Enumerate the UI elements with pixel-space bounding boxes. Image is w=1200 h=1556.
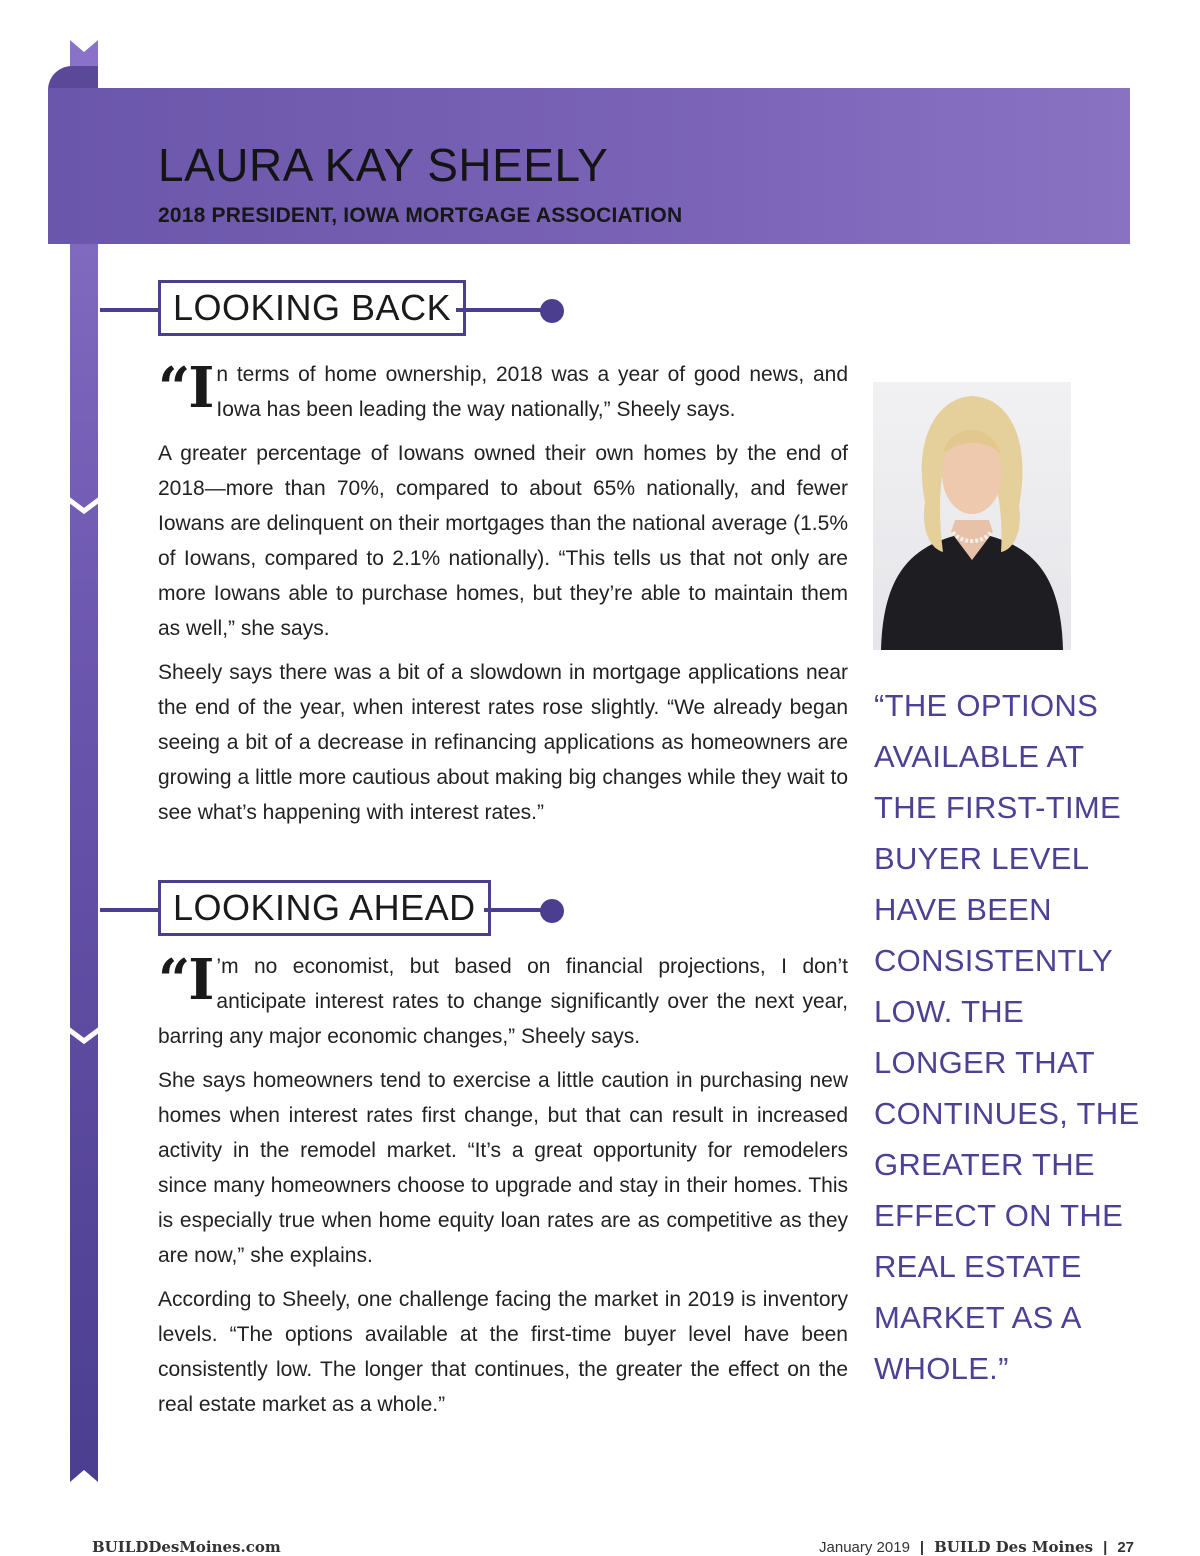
pull-quote: “THE OPTIONS AVAILABLE AT THE FIRST-TIME BUYER LEVEL HAVE BEEN CONSISTENTLY LOW. THE LONGER THAT CONTINUES, THE GREATER THE EFFECT ON THE REAL ESTATE MARKET AS A WHOLE.” xyxy=(874,688,1140,1386)
page-number: 27 xyxy=(1117,1539,1134,1556)
drop-cap: “I xyxy=(158,355,213,421)
portrait-photo xyxy=(873,382,1071,650)
looking-back-body xyxy=(158,357,848,839)
person-name: LAURA KAY SHEELY xyxy=(158,139,609,191)
chevron-down-icon xyxy=(62,1024,106,1044)
drop-cap: “I xyxy=(158,947,213,1013)
footer-separator: | xyxy=(919,1539,925,1556)
heading-box xyxy=(158,280,466,336)
heading-text: LOOKING BACK xyxy=(173,287,452,328)
heading-rule-left xyxy=(100,908,158,912)
footer-magazine: BUILD Des Moines xyxy=(934,1538,1094,1556)
person-portrait-icon xyxy=(873,382,1071,650)
paragraph: According to Sheely, one challenge facing the market in 2019 is inventory levels. “The options available at the first-time buyer level have been consistently low. The longer that continues, the greater the effect on the real estate market as a whole.” xyxy=(158,1288,848,1416)
person-title: 2018 PRESIDENT, IOWA MORTGAGE ASSOCIATION xyxy=(158,204,683,227)
heading-rule-left xyxy=(100,308,158,312)
paragraph: Sheely says there was a bit of a slowdown in mortgage applications near the end of the year, when interest rates rose slightly. “We already began seeing a bit of a decrease in refinancing applications as homeowners are growing a little more cautious about making big changes while they wait to see what’s happening with interest rates.” xyxy=(158,661,848,824)
heading-box xyxy=(158,880,491,936)
section-heading-looking-back xyxy=(100,280,570,338)
looking-ahead-body xyxy=(158,949,848,1431)
heading-dot xyxy=(540,899,564,923)
paragraph: “In terms of home ownership, 2018 was a year of good news, and Iowa has been leading the way nationally,” Sheely says. xyxy=(158,355,848,421)
heading-rule-right xyxy=(456,308,542,312)
heading-rule-right xyxy=(484,908,542,912)
paragraph: “I ’m no economist, but based on financial projections, I don’t anticipate interest rates to change significantly over the next year, barring any major economic changes,” Sheely says. xyxy=(158,947,848,1048)
footer-folio xyxy=(819,1538,1134,1556)
footer-separator: | xyxy=(1103,1539,1108,1556)
heading-text: LOOKING AHEAD xyxy=(173,887,476,928)
paragraph: A greater percentage of Iowans owned their own homes by the end of 2018—more than 70%, compared to about 65% nationally, and fewer Iowans are delinquent on their mortgages than the national average (1.5% of Iowans, compared to 2.1% nationally). “This tells us that not only are more Iowans able to purchase homes, but they’re able to maintain them as well,” she says. xyxy=(158,442,848,640)
chevron-down-icon xyxy=(62,494,106,514)
footer-date: January 2019 xyxy=(819,1539,910,1556)
heading-dot xyxy=(540,299,564,323)
timeline-spine xyxy=(70,40,98,1482)
footer-website: BUILDDesMoines.com xyxy=(92,1538,281,1556)
paragraph: She says homeowners tend to exercise a little caution in purchasing new homes when interest rates first change, but that can result in increased activity in the remodel market. “It’s a great opportunity for remodelers since many homeowners choose to upgrade and stay in their homes. This is especially true when home equity loan rates are as competitive as they are now,” she explains. xyxy=(158,1069,848,1267)
section-heading-looking-ahead xyxy=(100,880,570,938)
